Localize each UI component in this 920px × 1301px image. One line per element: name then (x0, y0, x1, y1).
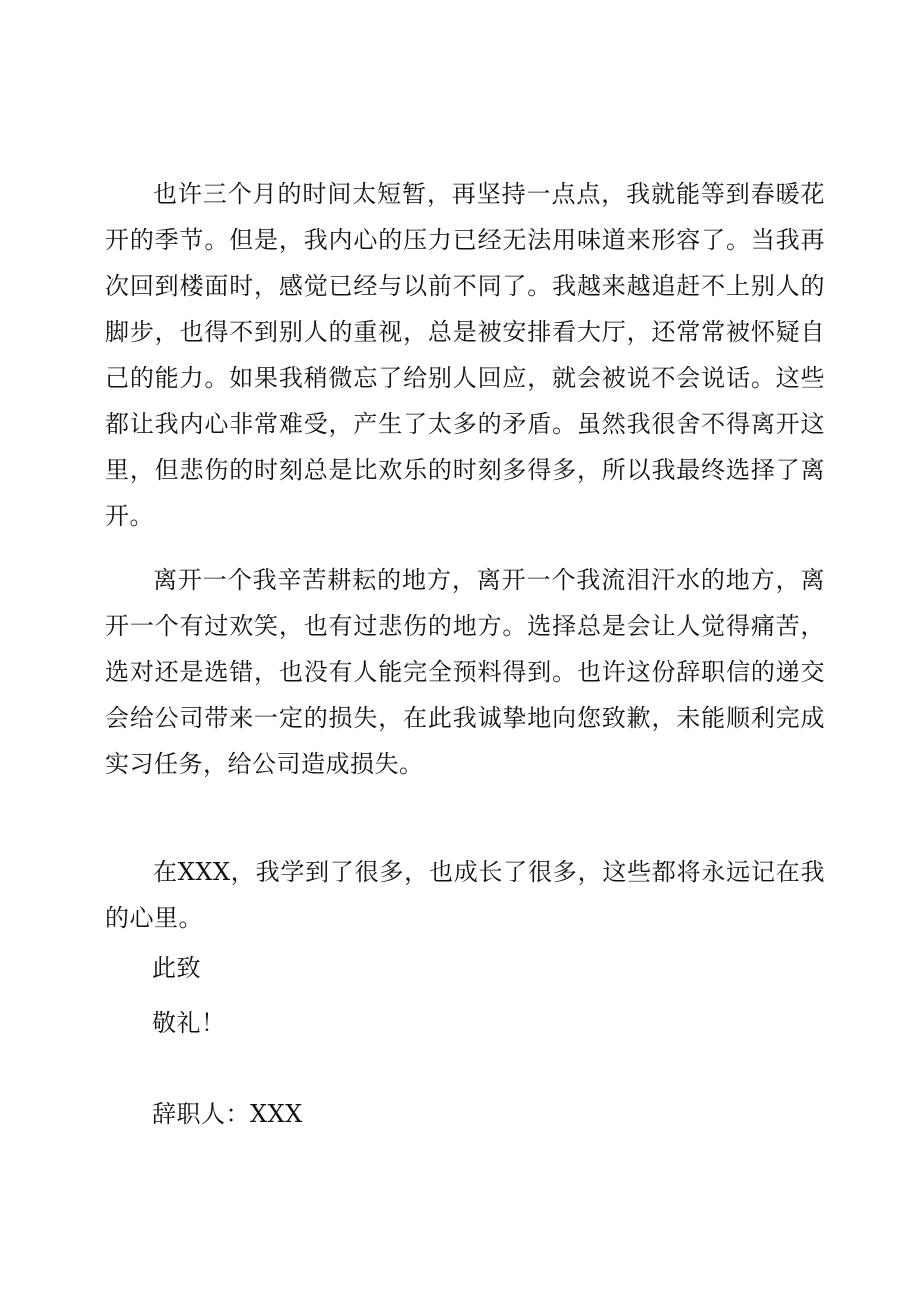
letter-paragraph-1: 也许三个月的时间太短暂，再坚持一点点，我就能等到春暖花开的季节。但是，我内心的压力已经无法用味道来形容了。当我再次回到楼面时，感觉已经与以前不同了。我越来越追赶不上别人的脚步，也得不到别人的重视，总是被安排看大厅，还常常被怀疑自己的能力。如果我稍微忘了给别人回应，就会被说不会说话。这些都让我内心非常难受，产生了太多的矛盾。虽然我很舍不得离开这里，但悲伤的时刻总是比欢乐的时刻多得多，所以我最终选择了离开。 (105, 180, 825, 530)
letter-paragraph-2: 离开一个我辛苦耕耘的地方，离开一个我流泪汗水的地方，离开一个有过欢笑，也有过悲伤的地方。选择总是会让人觉得痛苦，选对还是选错，也没有人能完全预料得到。也许这份辞职信的递交会给公司带来一定的损失，在此我诚挚地向您致歉，未能顺利完成实习任务，给公司造成损失。 (105, 566, 825, 778)
closing-regards: 敬礼！ (152, 1009, 226, 1037)
closing-salutation: 此致 (152, 954, 201, 982)
signature-line: 辞职人：XXX (152, 1100, 303, 1128)
letter-paragraph-3: 在XXX，我学到了很多，也成长了很多，这些都将永远记在我的心里。 (105, 858, 825, 932)
